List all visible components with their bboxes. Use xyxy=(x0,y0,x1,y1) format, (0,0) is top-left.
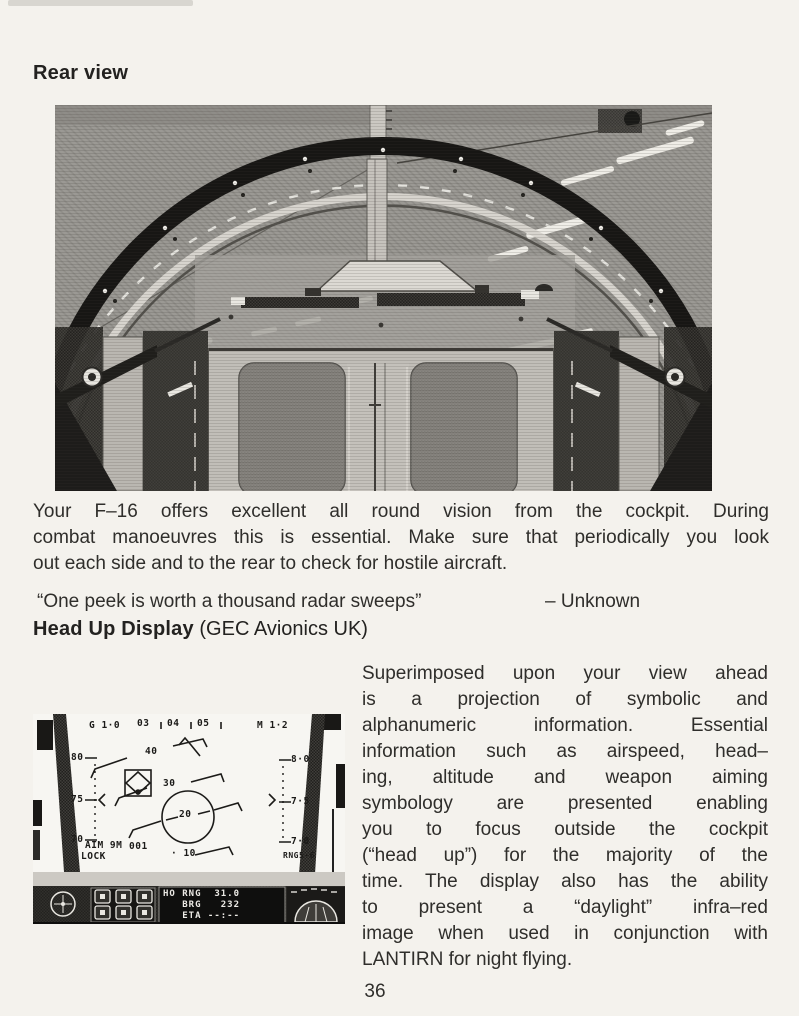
mfd-row-bearing: BRG 232 xyxy=(163,900,241,910)
mfd-row-range: HO RNG 31.0 xyxy=(163,889,241,899)
dither-overlay xyxy=(55,105,712,491)
rear-view-paragraph xyxy=(33,499,769,577)
paragraph-line: LANTIRN for night flying. xyxy=(362,949,573,970)
hud-heading-04: 04 xyxy=(167,718,180,729)
rear-view-heading: Rear view xyxy=(33,62,129,84)
paragraph-line: time. The display also has the ability xyxy=(362,871,768,892)
paragraph-line: Your F–16 offers excellent all round vision from the cockpit. During xyxy=(33,501,769,522)
hud-mach: M 1·2 xyxy=(257,720,289,731)
hud-airspeed-80: 80 xyxy=(71,752,84,763)
hud-pitch-40: 40 xyxy=(145,746,158,757)
hud-paragraph xyxy=(362,661,768,973)
pilot-quote: “One peek is worth a thousand radar sweeps” xyxy=(37,591,422,612)
hud-heading-bold: Head Up Display xyxy=(33,618,194,640)
hud-heading-03: 03 xyxy=(137,718,150,729)
hud-heading-05: 05 xyxy=(197,718,210,729)
paragraph-line: image when used in conjunction with xyxy=(362,923,768,944)
hud-heading xyxy=(33,618,368,641)
paragraph-line: out each side and to the rear to check for hostile aircraft. xyxy=(33,553,508,574)
paragraph-line: you to focus outside the cockpit xyxy=(362,819,768,840)
hud-g-load: G 1·0 xyxy=(89,720,121,731)
paragraph-line: (“head up”) for the majority of the xyxy=(362,845,768,866)
paragraph-line: is a projection of symbolic and xyxy=(362,689,768,710)
hud-airspeed-75: 75 xyxy=(71,794,84,805)
hud-weapon: AIM 9M xyxy=(85,840,123,851)
mfd-row-eta: ETA --:-- xyxy=(163,911,241,921)
hud-heading-qualifier: (GEC Avionics UK) xyxy=(193,618,368,640)
quote-attribution: – Unknown xyxy=(545,591,641,612)
hud-altitude-80: 8·0 xyxy=(291,754,310,765)
paragraph-line: to present a “daylight” infra–red xyxy=(362,897,768,918)
hud-pitch-20: 20 xyxy=(179,809,192,820)
hud-pitch-30: 30 xyxy=(163,778,176,789)
cockpit-rear-view-graphic xyxy=(55,105,712,491)
hud-screenshot xyxy=(33,714,345,924)
hud-altitude-70: 7·0 xyxy=(291,836,310,847)
pilot-quote-row xyxy=(33,591,769,617)
paragraph-line: information such as airspeed, head– xyxy=(362,741,768,762)
rear-view-screenshot xyxy=(55,105,712,491)
paragraph-line: ing, altitude and weapon aiming xyxy=(362,767,768,788)
page-number: 36 xyxy=(364,981,386,1002)
compass-gauge xyxy=(51,892,75,916)
paragraph-line: symbology are presented enabling xyxy=(362,793,768,814)
hud-range: RNG5·6 xyxy=(283,851,315,860)
right-console xyxy=(287,887,345,924)
hud-airspeed-70: 70 xyxy=(71,834,84,845)
hud-heading-value: 001 xyxy=(129,841,148,852)
paragraph-line: alphanumeric information. Essential xyxy=(362,715,768,736)
paragraph-line: Superimposed upon your view ahead xyxy=(362,663,768,684)
hud-altitude-75: 7·5 xyxy=(291,796,310,807)
paragraph-line: combat manoeuvres this is essential. Make sure that periodically you look xyxy=(33,527,769,548)
hud-pitch-neg10: · 10 xyxy=(171,848,196,859)
scan-artifact xyxy=(8,0,193,6)
hud-lock-status: LOCK xyxy=(81,851,106,862)
